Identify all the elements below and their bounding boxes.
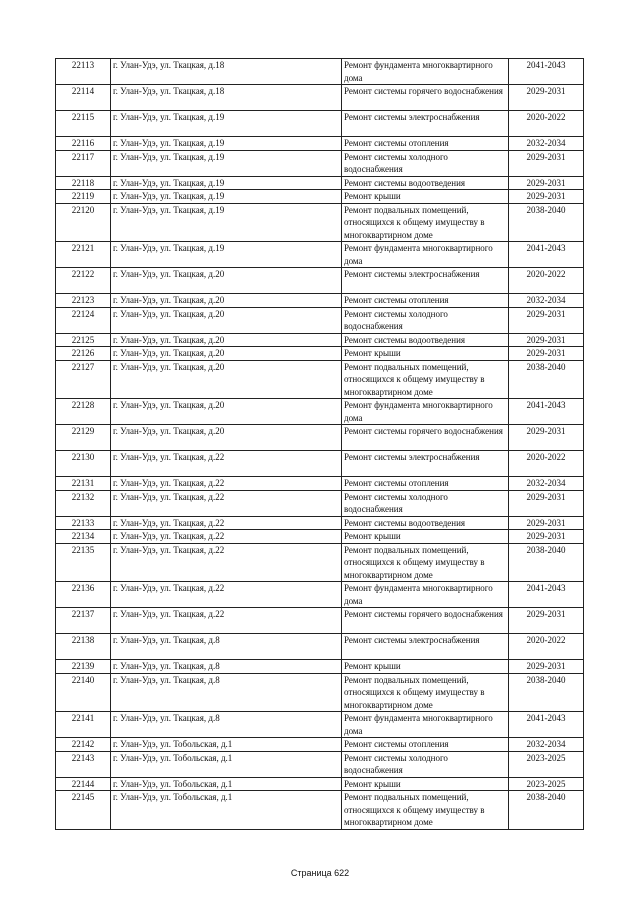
row-id-cell: 22143	[56, 751, 111, 777]
table-row	[56, 85, 584, 111]
row-id-cell: 22141	[56, 712, 111, 738]
table-row	[56, 712, 584, 738]
row-years-cell: 2020-2022	[509, 268, 584, 294]
row-work-cell: Ремонт подвальных помещений, относящихся к общему имуществу в многоквартирном доме	[342, 673, 509, 712]
row-id-cell: 22121	[56, 242, 111, 268]
row-work-cell: Ремонт фундамента многоквартирного дома	[342, 582, 509, 608]
table-row	[56, 307, 584, 333]
row-address-cell: г. Улан-Удэ, ул. Ткацкая, д.19	[111, 176, 342, 190]
row-address-cell: г. Улан-Удэ, ул. Ткацкая, д.22	[111, 477, 342, 491]
row-address-cell: г. Улан-Удэ, ул. Ткацкая, д.22	[111, 530, 342, 544]
row-work-cell: Ремонт подвальных помещений, относящихся к общему имуществу в многоквартирном доме	[342, 791, 509, 830]
table-row	[56, 490, 584, 516]
table-row	[56, 333, 584, 347]
table-row	[56, 399, 584, 425]
row-address-cell: г. Улан-Удэ, ул. Ткацкая, д.22	[111, 490, 342, 516]
row-address-cell: г. Улан-Удэ, ул. Тобольская, д.1	[111, 791, 342, 830]
table-row	[56, 190, 584, 204]
row-years-cell: 2023-2025	[509, 777, 584, 791]
row-years-cell: 2029-2031	[509, 347, 584, 361]
table-row	[56, 660, 584, 674]
table-row	[56, 673, 584, 712]
row-work-cell: Ремонт системы электроснабжения	[342, 634, 509, 660]
row-years-cell: 2038-2040	[509, 360, 584, 399]
row-work-cell: Ремонт системы электроснабжения	[342, 111, 509, 137]
table-row	[56, 543, 584, 582]
row-years-cell: 2032-2034	[509, 477, 584, 491]
row-address-cell: г. Улан-Удэ, ул. Ткацкая, д.19	[111, 203, 342, 242]
table-row	[56, 477, 584, 491]
row-address-cell: г. Улан-Удэ, ул. Ткацкая, д.20	[111, 425, 342, 451]
row-work-cell: Ремонт системы электроснабжения	[342, 268, 509, 294]
row-id-cell: 22119	[56, 190, 111, 204]
row-address-cell: г. Улан-Удэ, ул. Ткацкая, д.8	[111, 634, 342, 660]
row-id-cell: 22133	[56, 516, 111, 530]
row-years-cell: 2041-2043	[509, 59, 584, 85]
row-id-cell: 22128	[56, 399, 111, 425]
row-id-cell: 22132	[56, 490, 111, 516]
row-years-cell: 2020-2022	[509, 111, 584, 137]
table-row	[56, 176, 584, 190]
repair-schedule-table	[55, 58, 584, 830]
row-address-cell: г. Улан-Удэ, ул. Тобольская, д.1	[111, 738, 342, 752]
row-work-cell: Ремонт системы холодного водоснабжения	[342, 751, 509, 777]
table-row	[56, 268, 584, 294]
row-work-cell: Ремонт крыши	[342, 347, 509, 361]
row-work-cell: Ремонт системы холодного водоснабжения	[342, 307, 509, 333]
row-years-cell: 2029-2031	[509, 307, 584, 333]
row-work-cell: Ремонт системы водоотведения	[342, 333, 509, 347]
row-years-cell: 2020-2022	[509, 451, 584, 477]
row-years-cell: 2023-2025	[509, 751, 584, 777]
row-work-cell: Ремонт системы холодного водоснабжения	[342, 150, 509, 176]
row-work-cell: Ремонт системы водоотведения	[342, 176, 509, 190]
row-years-cell: 2041-2043	[509, 242, 584, 268]
table-row	[56, 203, 584, 242]
table-row	[56, 360, 584, 399]
row-address-cell: г. Улан-Удэ, ул. Ткацкая, д.22	[111, 582, 342, 608]
table-row	[56, 777, 584, 791]
row-address-cell: г. Улан-Удэ, ул. Ткацкая, д.8	[111, 673, 342, 712]
row-address-cell: г. Улан-Удэ, ул. Ткацкая, д.20	[111, 333, 342, 347]
row-years-cell: 2038-2040	[509, 203, 584, 242]
row-years-cell: 2041-2043	[509, 712, 584, 738]
row-address-cell: г. Улан-Удэ, ул. Ткацкая, д.8	[111, 660, 342, 674]
table-row	[56, 634, 584, 660]
row-years-cell: 2029-2031	[509, 530, 584, 544]
table-row	[56, 425, 584, 451]
table-row	[56, 150, 584, 176]
row-address-cell: г. Улан-Удэ, ул. Ткацкая, д.20	[111, 360, 342, 399]
row-id-cell: 22124	[56, 307, 111, 333]
row-id-cell: 22113	[56, 59, 111, 85]
table-row	[56, 451, 584, 477]
row-id-cell: 22118	[56, 176, 111, 190]
table-row	[56, 751, 584, 777]
row-work-cell: Ремонт фундамента многоквартирного дома	[342, 399, 509, 425]
row-years-cell: 2029-2031	[509, 85, 584, 111]
row-work-cell: Ремонт системы водоотведения	[342, 516, 509, 530]
row-work-cell: Ремонт фундамента многоквартирного дома	[342, 59, 509, 85]
row-work-cell: Ремонт системы отопления	[342, 294, 509, 308]
table-row	[56, 294, 584, 308]
row-work-cell: Ремонт подвальных помещений, относящихся к общему имуществу в многоквартирном доме	[342, 360, 509, 399]
row-work-cell: Ремонт фундамента многоквартирного дома	[342, 242, 509, 268]
row-years-cell: 2029-2031	[509, 516, 584, 530]
row-work-cell: Ремонт системы горячего водоснабжения	[342, 85, 509, 111]
table-row	[56, 137, 584, 151]
table-row	[56, 582, 584, 608]
row-address-cell: г. Улан-Удэ, ул. Ткацкая, д.20	[111, 268, 342, 294]
row-address-cell: г. Улан-Удэ, ул. Ткацкая, д.18	[111, 59, 342, 85]
row-id-cell: 22122	[56, 268, 111, 294]
table-row	[56, 738, 584, 752]
row-id-cell: 22142	[56, 738, 111, 752]
row-id-cell: 22134	[56, 530, 111, 544]
row-id-cell: 22126	[56, 347, 111, 361]
table-row	[56, 347, 584, 361]
row-work-cell: Ремонт системы отопления	[342, 477, 509, 491]
row-address-cell: г. Улан-Удэ, ул. Ткацкая, д.19	[111, 111, 342, 137]
row-years-cell: 2020-2022	[509, 634, 584, 660]
row-years-cell: 2029-2031	[509, 425, 584, 451]
table-body	[56, 59, 584, 830]
row-years-cell: 2041-2043	[509, 399, 584, 425]
row-work-cell: Ремонт системы отопления	[342, 137, 509, 151]
table-row	[56, 242, 584, 268]
row-years-cell: 2032-2034	[509, 294, 584, 308]
row-address-cell: г. Улан-Удэ, ул. Ткацкая, д.8	[111, 712, 342, 738]
row-address-cell: г. Улан-Удэ, ул. Ткацкая, д.19	[111, 150, 342, 176]
table-row	[56, 59, 584, 85]
row-address-cell: г. Улан-Удэ, ул. Ткацкая, д.20	[111, 399, 342, 425]
row-years-cell: 2038-2040	[509, 673, 584, 712]
row-id-cell: 22136	[56, 582, 111, 608]
row-years-cell: 2029-2031	[509, 176, 584, 190]
row-years-cell: 2029-2031	[509, 190, 584, 204]
row-id-cell: 22140	[56, 673, 111, 712]
row-address-cell: г. Улан-Удэ, ул. Ткацкая, д.19	[111, 137, 342, 151]
row-years-cell: 2029-2031	[509, 150, 584, 176]
row-id-cell: 22127	[56, 360, 111, 399]
table-row	[56, 111, 584, 137]
row-id-cell: 22129	[56, 425, 111, 451]
row-work-cell: Ремонт крыши	[342, 530, 509, 544]
row-id-cell: 22130	[56, 451, 111, 477]
page-number: Страница 622	[290, 868, 350, 878]
row-years-cell: 2029-2031	[509, 660, 584, 674]
row-years-cell: 2029-2031	[509, 490, 584, 516]
row-work-cell: Ремонт системы горячего водоснабжения	[342, 608, 509, 634]
row-address-cell: г. Улан-Удэ, ул. Ткацкая, д.22	[111, 608, 342, 634]
row-address-cell: г. Улан-Удэ, ул. Ткацкая, д.20	[111, 294, 342, 308]
row-address-cell: г. Улан-Удэ, ул. Тобольская, д.1	[111, 777, 342, 791]
row-id-cell: 22137	[56, 608, 111, 634]
row-id-cell: 22135	[56, 543, 111, 582]
row-id-cell: 22115	[56, 111, 111, 137]
row-id-cell: 22114	[56, 85, 111, 111]
row-work-cell: Ремонт системы горячего водоснабжения	[342, 425, 509, 451]
row-id-cell: 22120	[56, 203, 111, 242]
row-id-cell: 22138	[56, 634, 111, 660]
table-row	[56, 608, 584, 634]
row-address-cell: г. Улан-Удэ, ул. Ткацкая, д.19	[111, 242, 342, 268]
row-id-cell: 22144	[56, 777, 111, 791]
row-work-cell: Ремонт крыши	[342, 777, 509, 791]
row-years-cell: 2038-2040	[509, 791, 584, 830]
table-row	[56, 516, 584, 530]
row-id-cell: 22139	[56, 660, 111, 674]
row-id-cell: 22145	[56, 791, 111, 830]
row-work-cell: Ремонт подвальных помещений, относящихся к общему имуществу в многоквартирном доме	[342, 203, 509, 242]
row-address-cell: г. Улан-Удэ, ул. Ткацкая, д.22	[111, 543, 342, 582]
row-id-cell: 22116	[56, 137, 111, 151]
row-address-cell: г. Улан-Удэ, ул. Ткацкая, д.20	[111, 347, 342, 361]
row-address-cell: г. Улан-Удэ, ул. Ткацкая, д.19	[111, 190, 342, 204]
row-work-cell: Ремонт системы электроснабжения	[342, 451, 509, 477]
row-address-cell: г. Улан-Удэ, ул. Ткацкая, д.18	[111, 85, 342, 111]
row-years-cell: 2041-2043	[509, 582, 584, 608]
row-address-cell: г. Улан-Удэ, ул. Ткацкая, д.22	[111, 516, 342, 530]
row-address-cell: г. Улан-Удэ, ул. Ткацкая, д.22	[111, 451, 342, 477]
row-work-cell: Ремонт системы холодного водоснабжения	[342, 490, 509, 516]
row-address-cell: г. Улан-Удэ, ул. Ткацкая, д.20	[111, 307, 342, 333]
row-work-cell: Ремонт системы отопления	[342, 738, 509, 752]
row-id-cell: 22123	[56, 294, 111, 308]
row-id-cell: 22117	[56, 150, 111, 176]
row-work-cell: Ремонт подвальных помещений, относящихся к общему имуществу в многоквартирном доме	[342, 543, 509, 582]
row-id-cell: 22131	[56, 477, 111, 491]
table-row	[56, 530, 584, 544]
row-years-cell: 2029-2031	[509, 608, 584, 634]
row-years-cell: 2029-2031	[509, 333, 584, 347]
row-work-cell: Ремонт крыши	[342, 190, 509, 204]
row-id-cell: 22125	[56, 333, 111, 347]
row-work-cell: Ремонт крыши	[342, 660, 509, 674]
row-work-cell: Ремонт фундамента многоквартирного дома	[342, 712, 509, 738]
row-years-cell: 2032-2034	[509, 137, 584, 151]
row-years-cell: 2032-2034	[509, 738, 584, 752]
row-address-cell: г. Улан-Удэ, ул. Тобольская, д.1	[111, 751, 342, 777]
row-years-cell: 2038-2040	[509, 543, 584, 582]
table-row	[56, 791, 584, 830]
